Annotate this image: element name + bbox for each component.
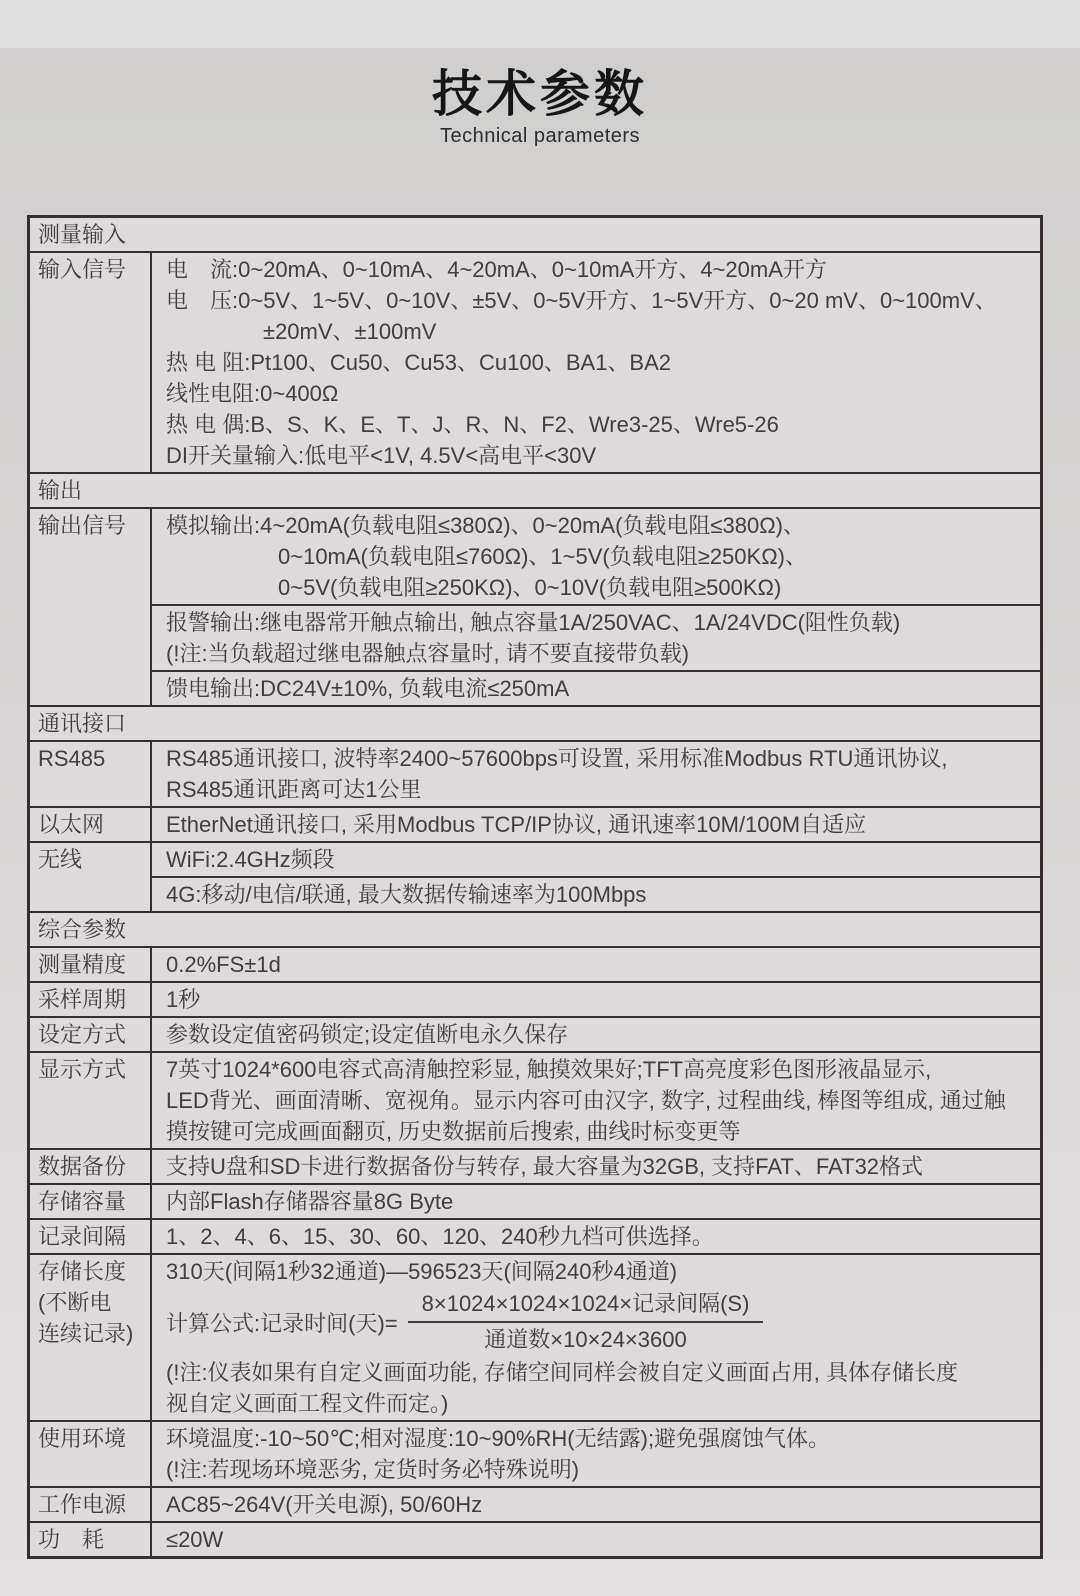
row-content <box>152 1523 1040 1556</box>
page-subtitle: Technical parameters <box>439 125 641 147</box>
spec-line: 模拟输出:4~20mA(负载电阻≤380Ω)、0~20mA(负载电阻≤380Ω)、 <box>166 513 805 538</box>
row-sampling <box>30 981 1040 1016</box>
row-content <box>152 1185 1040 1218</box>
label-line: 连续记录) <box>38 1321 134 1346</box>
formula-fraction <box>408 1290 764 1354</box>
subcell-4g <box>152 876 1040 911</box>
spec-line: 摸按键可完成画面翻页, 历史数据前后搜索, 曲线时标变更等 <box>166 1119 741 1144</box>
row-environment <box>30 1420 1040 1486</box>
spec-line: (!注:仪表如果有自定义画面功能, 存储空间同样会被自定义画面占用, 具体存储长度 <box>166 1360 959 1385</box>
row-label: 工作电源 <box>30 1488 152 1521</box>
row-label: 采样周期 <box>30 983 152 1016</box>
fraction-numerator: 8×1024×1024×1024×记录间隔(S) <box>408 1290 764 1323</box>
spec-line: 环境温度:-10~50℃;相对湿度:10~90%RH(无结露);避免强腐蚀气体。 <box>166 1426 831 1451</box>
section-header-measurement-input: 测量输入 <box>38 222 127 247</box>
spec-line: 馈电输出:DC24V±10%, 负载电流≤250mA <box>166 676 570 701</box>
row-content <box>152 808 1040 841</box>
section-header-communication: 通讯接口 <box>30 705 1040 740</box>
record-time-formula <box>166 1290 1034 1354</box>
subcell-feed-output <box>152 670 1040 705</box>
row-content <box>152 742 1040 806</box>
row-record-interval <box>30 1218 1040 1253</box>
row-label: 以太网 <box>30 808 152 841</box>
subcell-alarm-output <box>152 604 1040 670</box>
row-content <box>152 1150 1040 1183</box>
spec-line: ±20mV、±100mV <box>263 319 437 344</box>
spec-line: 内部Flash存储器容量8G Byte <box>166 1189 454 1214</box>
spec-line: 1秒 <box>166 987 201 1012</box>
spec-line: AC85~264V(开关电源), 50/60Hz <box>166 1492 483 1517</box>
row-storage-length <box>30 1253 1040 1420</box>
row-label: 数据备份 <box>30 1150 152 1183</box>
row-accuracy <box>30 946 1040 981</box>
row-label: 测量精度 <box>30 948 152 981</box>
row-label <box>30 1255 152 1420</box>
row-rs485 <box>30 740 1040 806</box>
spec-line: 310天(间隔1秒32通道)—596523天(间隔240秒4通道) <box>166 1259 678 1284</box>
spec-line: RS485通讯接口, 波特率2400~57600bps可设置, 采用标准Modbus RTU通讯协议, <box>166 746 948 771</box>
spec-line: 0.2%FS±1d <box>166 952 281 977</box>
spec-line: WiFi:2.4GHz频段 <box>166 847 335 872</box>
row-label: 使用环境 <box>30 1422 152 1486</box>
row-input-signal <box>30 251 1040 472</box>
section-header-output: 输出 <box>30 472 1040 507</box>
row-content <box>152 948 1040 981</box>
section-heading <box>0 48 1080 148</box>
row-content <box>152 509 1040 705</box>
spec-line: 0~10mA(负载电阻≤760Ω)、1~5V(负载电阻≥250KΩ)、 <box>278 544 807 569</box>
spec-line: ≤20W <box>166 1527 224 1552</box>
label-line: (不断电 <box>38 1290 112 1315</box>
row-ethernet <box>30 806 1040 841</box>
row-display-mode <box>30 1051 1040 1148</box>
spec-line: (!注:若现场环境恶劣, 定货时务必特殊说明) <box>166 1457 580 1482</box>
spec-line: 热 电 偶:B、S、K、E、T、J、R、N、F2、Wre3-25、Wre5-26 <box>166 412 779 437</box>
row-content <box>152 1220 1040 1253</box>
row-content <box>152 843 1040 911</box>
row-label: 输入信号 <box>30 253 152 472</box>
spec-line: 线性电阻:0~400Ω <box>166 381 339 406</box>
formula-prefix: 计算公式:记录时间(天)= <box>166 1310 398 1336</box>
row-content <box>152 1053 1040 1148</box>
row-label: 显示方式 <box>30 1053 152 1148</box>
subcell-analog-output <box>152 509 1040 604</box>
spec-line: 0~5V(负载电阻≥250KΩ)、0~10V(负载电阻≥500KΩ) <box>278 575 782 600</box>
spec-line: 热 电 阻:Pt100、Cu50、Cu53、Cu100、BA1、BA2 <box>166 350 672 375</box>
row-label: 存储容量 <box>30 1185 152 1218</box>
spec-line: 支持U盘和SD卡进行数据备份与转存, 最大容量为32GB, 支持FAT、FAT32格式 <box>166 1154 924 1179</box>
label-line: 存储长度 <box>38 1259 127 1284</box>
spec-line: 报警输出:继电器常开触点输出, 触点容量1A/250VAC、1A/24VDC(阻性负载) <box>166 610 901 635</box>
row-label: 设定方式 <box>30 1018 152 1051</box>
row-power-consumption <box>30 1521 1040 1556</box>
spec-line: 参数设定值密码锁定;设定值断电永久保存 <box>166 1022 569 1047</box>
spec-line: LED背光、画面清晰、宽视角。显示内容可由汉字, 数字, 过程曲线, 棒图等组成, 通过触 <box>166 1088 1006 1113</box>
row-setting-mode <box>30 1016 1040 1051</box>
row-label: 功 耗 <box>30 1523 152 1556</box>
row-data-backup <box>30 1148 1040 1183</box>
spec-line: 视自定义画面工程文件而定。) <box>166 1391 449 1416</box>
subcell-wifi <box>152 843 1040 876</box>
row-wireless <box>30 841 1040 911</box>
row-content <box>152 1255 1040 1420</box>
row-storage-capacity <box>30 1183 1040 1218</box>
row-label: 记录间隔 <box>30 1220 152 1253</box>
row-content <box>152 253 1040 472</box>
row-content <box>152 983 1040 1016</box>
page-title: 技术参数 <box>432 66 648 122</box>
row-working-power <box>30 1486 1040 1521</box>
spec-line: EtherNet通讯接口, 采用Modbus TCP/IP协议, 通讯速率10M/100M自适应 <box>166 812 867 837</box>
row-label: 无线 <box>30 843 152 911</box>
spec-line: RS485通讯距离可达1公里 <box>166 777 422 802</box>
row-content <box>152 1488 1040 1521</box>
row-content <box>152 1422 1040 1486</box>
row-content <box>152 1018 1040 1051</box>
top-divider-strip <box>0 0 1080 48</box>
spec-line: 电 流:0~20mA、0~10mA、4~20mA、0~10mA开方、4~20mA开方 <box>166 257 827 282</box>
row-label: 输出信号 <box>30 509 152 705</box>
section-header-general: 综合参数 <box>30 911 1040 946</box>
spec-line: 1、2、4、6、15、30、60、120、240秒九档可供选择。 <box>166 1224 714 1249</box>
spec-line: 4G:移动/电信/联通, 最大数据传输速率为100Mbps <box>166 882 647 907</box>
spec-line: DI开关量输入:低电平<1V, 4.5V<高电平<30V <box>166 443 597 468</box>
spec-line: 电 压:0~5V、1~5V、0~10V、±5V、0~5V开方、1~5V开方、0~20 mV、0~100mV、 <box>166 288 997 313</box>
fraction-denominator: 通道数×10×24×3600 <box>484 1327 687 1352</box>
row-label: RS485 <box>30 742 152 806</box>
spec-line: 7英寸1024*600电容式高清触控彩显, 触摸效果好;TFT高亮度彩色图形液晶显示, <box>166 1057 932 1082</box>
spec-line: (!注:当负载超过继电器触点容量时, 请不要直接带负载) <box>166 641 690 666</box>
row-output-signal <box>30 507 1040 705</box>
technical-parameters-table <box>27 215 1043 1559</box>
